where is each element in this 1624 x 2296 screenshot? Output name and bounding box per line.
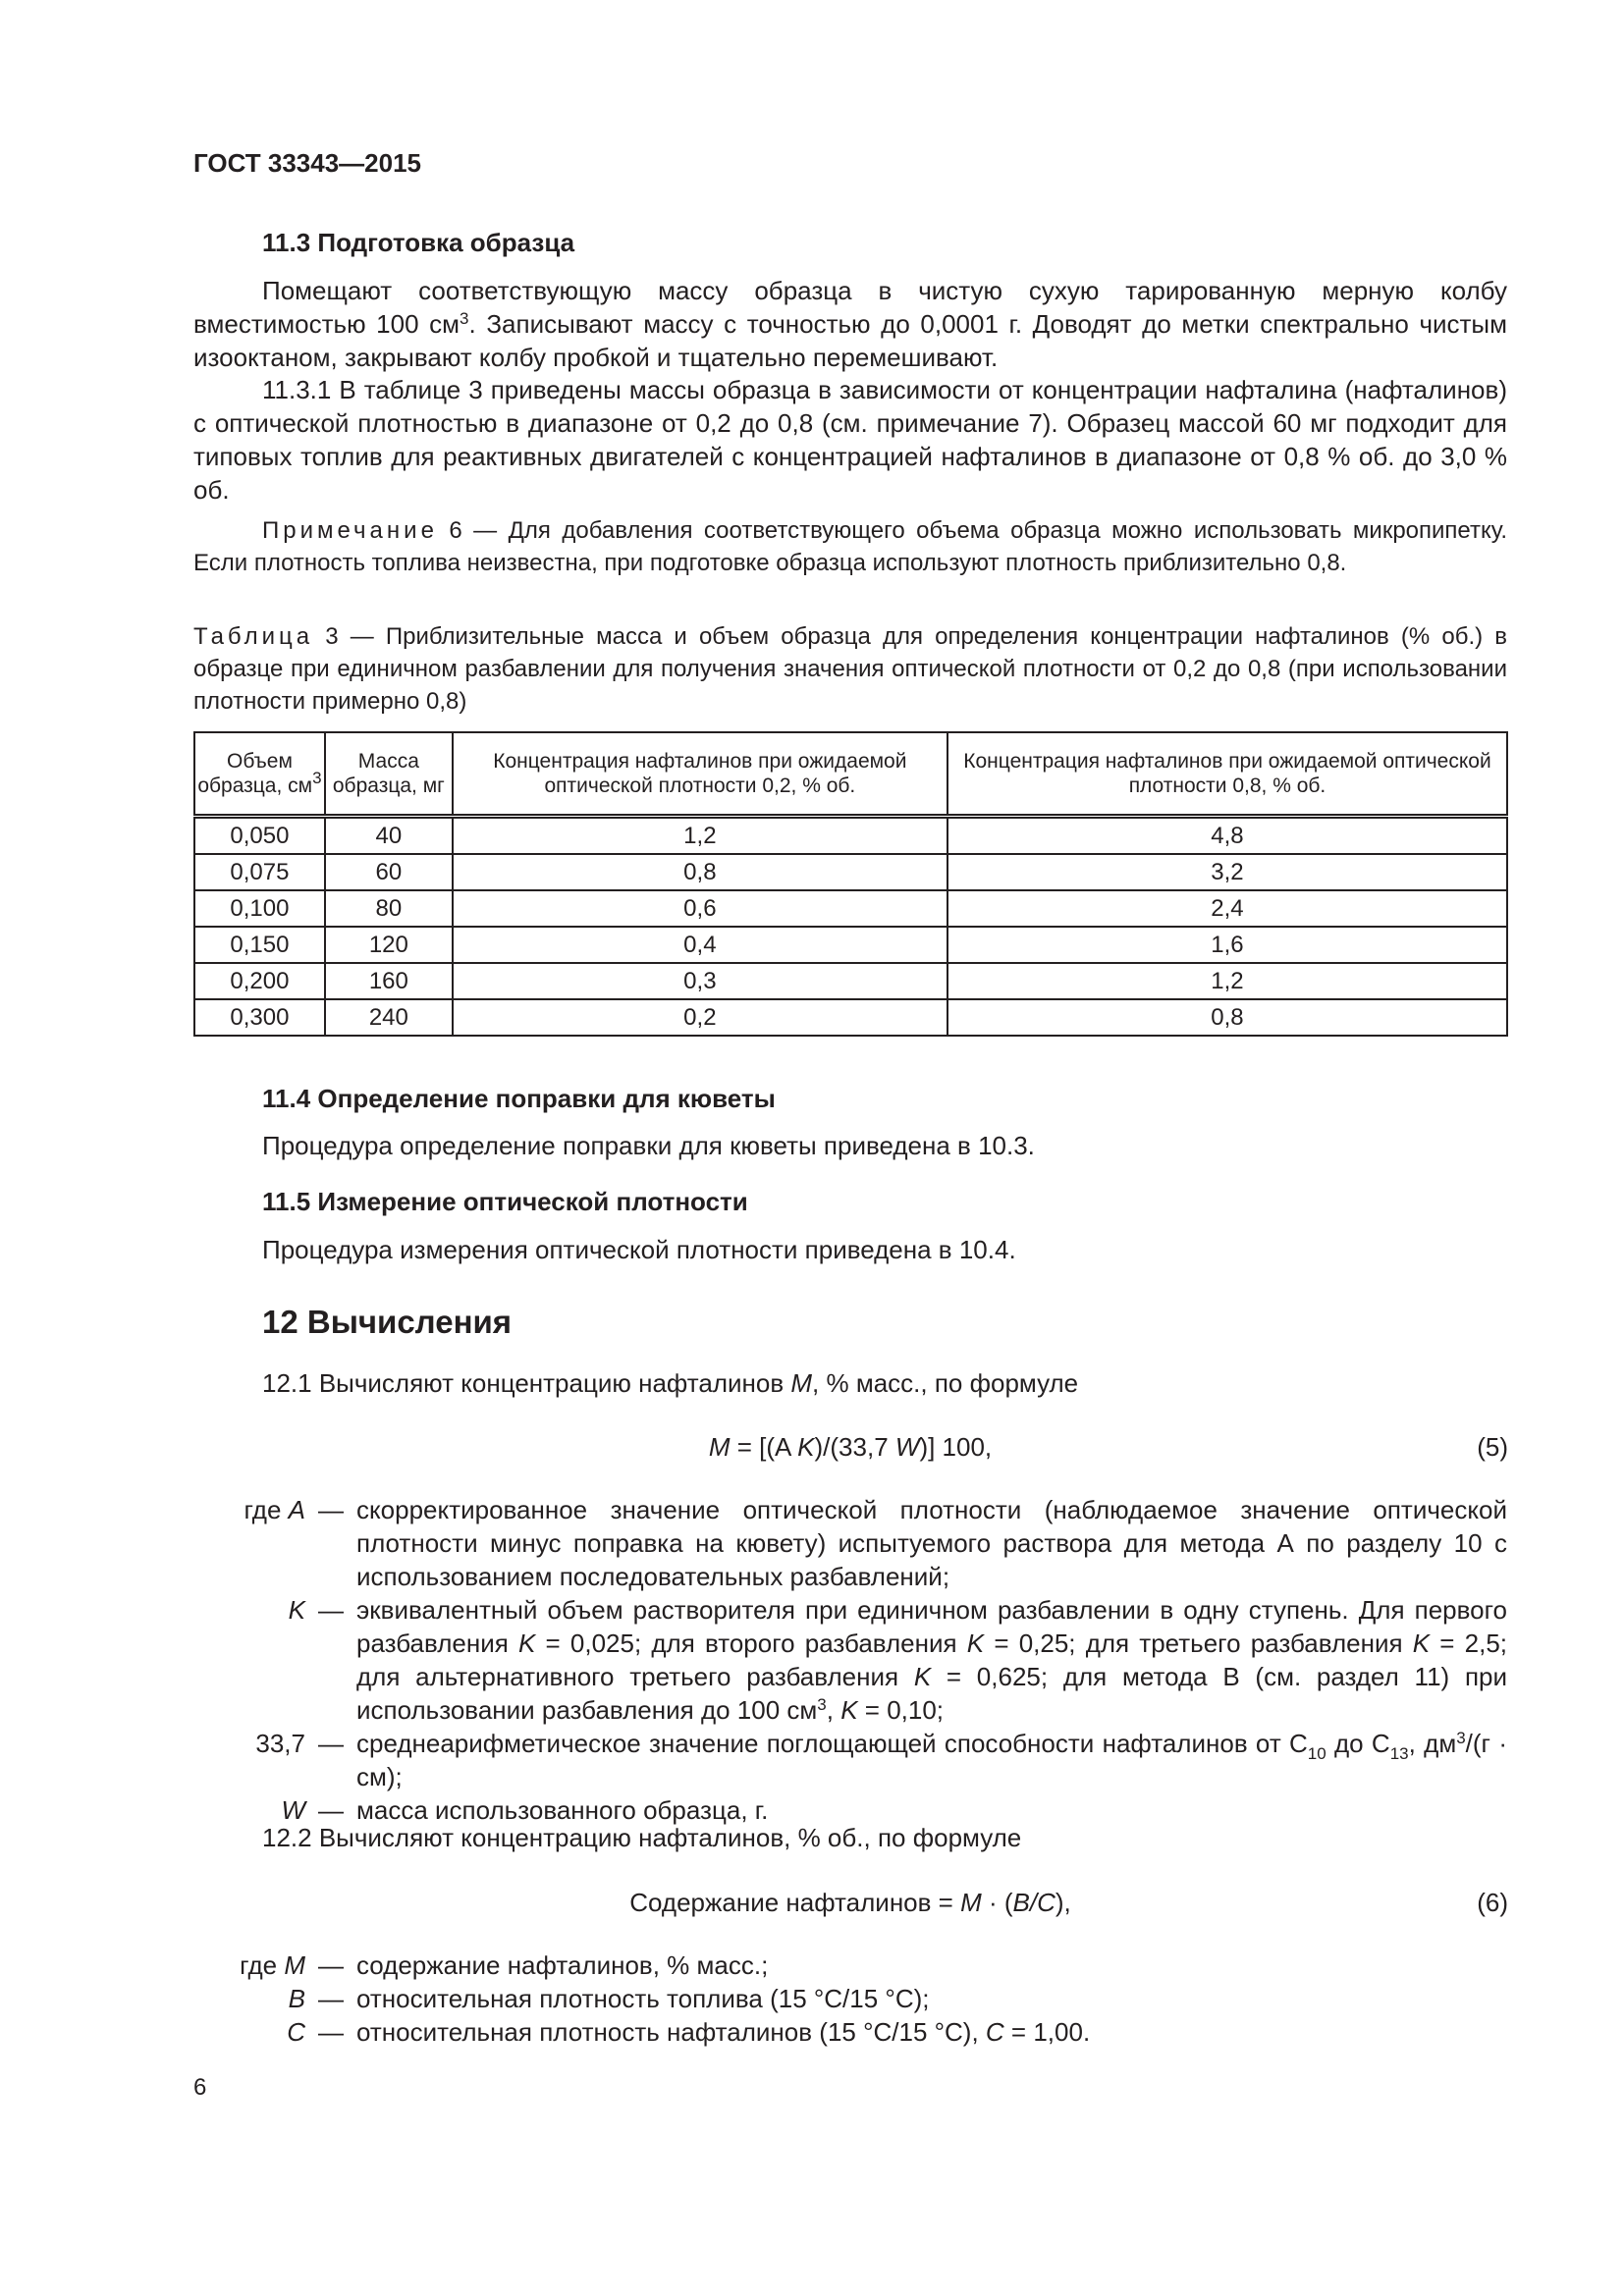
table-cell: 0,2: [453, 999, 947, 1036]
table-cell: 0,8: [947, 999, 1507, 1036]
table-cell: 0,100: [194, 890, 325, 927]
table-cell: 40: [325, 817, 453, 855]
page-number: 6: [193, 2074, 207, 2101]
definition-33-7: 33,7 — среднеарифметическое значение поглощающей способности нафталинов от $С_{10}$ до $С_{13}$, $дм^3/(г \cdot см)$;: [255, 1729, 1507, 1791]
table-cell: 240: [325, 999, 453, 1036]
section-11-5-text: Процедура измерения оптической плотности приведена в 10.4.: [262, 1235, 1016, 1264]
table-header-conc-0-8: Концентрация нафталинов при ожидаемой оптической плотности 0,8, % об.: [947, 732, 1507, 817]
table-cell: 0,8: [453, 854, 947, 890]
section-11-3-1-paragraph: 11.3.1 В таблице 3 приведены массы образца в зависимости от концентрации нафталина (нафталинов) с оптической плотностью в диапазоне от 0,2 до 0,8 (см. примечание 7). Образец массой 60 мг подходит для типовых топлив для реактивных двигателей с концентрацией нафталинов в диапазоне от 0,8 % об. до 3,0 % об.: [193, 375, 1507, 505]
definition-k: K — эквивалентный объем растворителя при единичном разбавлении в одну ступень. Для первого разбавления K = 0,025; для второго разбавления K = 0,25; для третьего разбавления K = 2,5; для альтернативного третьего разбавления K = 0,625; для метода В (см. раздел 11) при использовании разбавления до 100 $см^3$, K = 0,10;: [288, 1595, 1508, 1725]
definition-c: C — относительная плотность нафталинов (15 °C/15 °C), C = 1,00.: [287, 2017, 1091, 2047]
formula-5: M = [(A K)/(33,7 W)] 100,: [708, 1432, 993, 1462]
section-12-1-paragraph: 12.1 Вычисляют концентрацию нафталинов M, % масс., по формуле: [262, 1368, 1079, 1398]
definition-b: B — относительная плотность топлива (15 °C/15 °C);: [288, 1984, 930, 2013]
table-cell: 0,4: [453, 927, 947, 963]
section-11-5-title: 11.5 Измерение оптической плотности: [262, 1187, 748, 1216]
table-cell: 4,8: [947, 817, 1507, 855]
table-cell: 1,6: [947, 927, 1507, 963]
table-cell: 0,050: [194, 817, 325, 855]
table-header-volume: Объем образца, $см^3$: [194, 732, 325, 817]
section-11-3-paragraph-1: Помещают соответствующую массу образца в чистую сухую тарированную мерную колбу вместимостью 100 $см^3$. Записывают массу с точностью до 0,0001 г. Доводят до метки спектрально чистым изооктаном, закрывают колбу пробкой и тщательно перемешивают.: [193, 276, 1507, 372]
formula-6-definitions: [193, 1949, 1507, 2049]
table-cell: 160: [325, 963, 453, 999]
document-header: ГОСТ 33343—2015: [193, 148, 421, 178]
table-cell: 0,200: [194, 963, 325, 999]
table-cell: 0,150: [194, 927, 325, 963]
table-row: [194, 963, 1507, 999]
table-cell: 0,075: [194, 854, 325, 890]
table-3: [193, 731, 1508, 1037]
section-11-3-title: 11.3 Подготовка образца: [262, 228, 575, 257]
table-row: [194, 890, 1507, 927]
section-11-4-text: Процедура определение поправки для кюветы приведена в 10.3.: [262, 1131, 1035, 1160]
table-cell: 0,300: [194, 999, 325, 1036]
section-12-title: 12 Вычисления: [262, 1304, 513, 1340]
table-row: [194, 854, 1507, 890]
formula-6-number: (6): [1477, 1888, 1508, 1917]
definition-w: W — масса использованного образца, г.: [281, 1795, 769, 1825]
table-cell: 3,2: [947, 854, 1507, 890]
definition-a: где A — скорректированное значение оптической плотности (наблюдаемое значение оптической плотности минус поправка на кювету) испытуемого раствора для метода А по разделу 10 с использованием последовательных разбавлений;: [244, 1495, 1507, 1591]
table-cell: 60: [325, 854, 453, 890]
table-header-row: [194, 732, 1507, 817]
table-cell: 1,2: [947, 963, 1507, 999]
table-cell: 120: [325, 927, 453, 963]
table-cell: 80: [325, 890, 453, 927]
definition-m: где M — содержание нафталинов, % масс.;: [240, 1950, 769, 1980]
note-6: Примечание 6 — Для добавления соответствующего объема образца можно использовать микропипетку. Если плотность топлива неизвестна, при подготовке образца используют плотность приблизительно 0,8.: [193, 517, 1507, 576]
table-3-caption: Таблица 3 — Приблизительные масса и объем образца для определения концентрации нафталинов (% об.) в образце при единичном разбавлении для получения значения оптической плотности от 0,2 до 0,8 (при использовании плотности примерно 0,8): [193, 623, 1507, 715]
table-row: [194, 817, 1507, 855]
section-11-4-title: 11.4 Определение поправки для кюветы: [262, 1084, 776, 1113]
formula-5-number: (5): [1477, 1432, 1508, 1462]
table-row: [194, 999, 1507, 1036]
table-cell: 0,3: [453, 963, 947, 999]
table-row: [194, 927, 1507, 963]
table-header-conc-0-2: Концентрация нафталинов при ожидаемой оптической плотности 0,2, % об.: [453, 732, 947, 817]
table-cell: 0,6: [453, 890, 947, 927]
formula-5-definitions: [193, 1493, 1507, 1827]
formula-6: Содержание нафталинов = M · (B/C),: [629, 1888, 1071, 1917]
table-cell: 1,2: [453, 817, 947, 855]
section-12-2-paragraph: 12.2 Вычисляют концентрацию нафталинов, % об., по формуле: [262, 1823, 1022, 1852]
table-cell: 2,4: [947, 890, 1507, 927]
table-header-mass: Масса образца, мг: [325, 732, 453, 817]
